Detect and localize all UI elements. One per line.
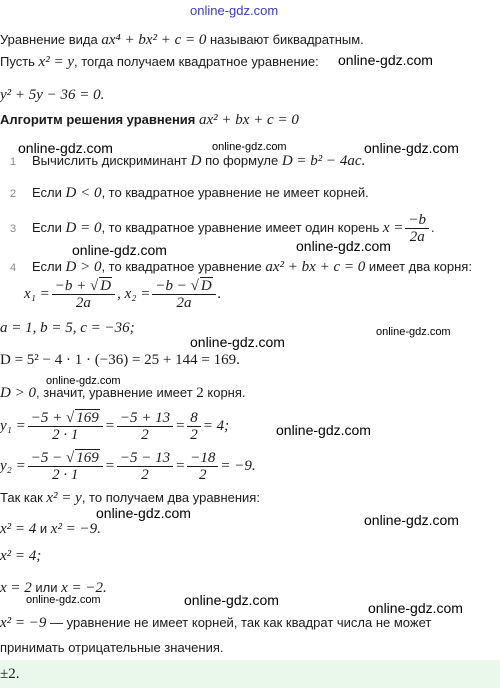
discriminant-positive (0, 385, 246, 401)
fraction-top: −18 (187, 450, 218, 467)
fraction-bottom: 2 (141, 467, 149, 483)
y1-fraction-3 (187, 410, 201, 443)
x2-fraction (152, 278, 215, 311)
watermark: online-gdz.com (184, 592, 279, 608)
answer: ±2. (0, 666, 20, 682)
step-formula: D = 0 (65, 219, 102, 236)
definition-line (0, 32, 364, 48)
fraction-top: 8 (187, 410, 201, 427)
equals: = (104, 457, 115, 474)
substitution-formula: x² = y (38, 54, 74, 70)
step-formula: D > 0 (65, 259, 102, 275)
no-roots-line (0, 615, 431, 631)
equals: = (175, 417, 186, 434)
watermark: online-gdz.com (190, 3, 279, 18)
watermark: online-gdz.com (46, 375, 121, 387)
separator: , (117, 285, 125, 302)
fraction-top: −b (405, 212, 429, 229)
y1-label: y₁ = (0, 417, 26, 434)
intro-text: Так как (0, 490, 47, 505)
condition-text: корня. (203, 385, 246, 400)
fraction-top: −5 − 13 (117, 450, 173, 467)
watermark: online-gdz.com (376, 326, 451, 338)
equation-a: x² = 4 (0, 521, 37, 537)
equation-b: x² = −9. (50, 521, 101, 537)
x2-label: x₂ = (124, 285, 151, 302)
equals: = (104, 417, 115, 434)
step-number: 1 (10, 156, 17, 168)
watermark: online-gdz.com (338, 52, 433, 68)
fraction-top: −5 − √ 169 (28, 450, 103, 467)
watermark: online-gdz.com (364, 512, 459, 528)
two-roots-formula (24, 278, 221, 311)
step-text: Если (32, 219, 66, 235)
substitution-text-b: , тогда получаем квадратное уравнение: (73, 54, 319, 69)
watermark: online-gdz.com (26, 594, 101, 606)
fraction-top-part: −b + (54, 278, 90, 294)
step-formula: x = (382, 219, 404, 236)
substitution-line (0, 54, 319, 70)
x1-fraction (52, 278, 115, 311)
y2-label: y₂ = (0, 457, 26, 474)
step-text: , то квадратное уравнение не имеет корней. (101, 185, 369, 200)
y1-fraction-1 (28, 410, 103, 443)
sqrt-radicand: 169 (76, 450, 99, 466)
step-text: , то квадратное уравнение (101, 259, 266, 274)
sqrt-radicand: 169 (76, 410, 99, 426)
root-fraction (405, 212, 429, 245)
root-negative: x = −2. (61, 580, 107, 596)
step-number: 4 (10, 262, 17, 274)
step-end: . (431, 219, 435, 235)
intro-formula: x² = y (46, 490, 82, 506)
y1-fraction-2 (117, 410, 173, 443)
y2-fraction-2 (117, 450, 173, 483)
sqrt-radicand: D (100, 278, 112, 294)
step-1 (0, 153, 365, 170)
fraction-bottom: 2 · 1 (52, 467, 79, 483)
sqrt-radicand: D (200, 278, 212, 294)
equation-x-squared-4: x² = 4; (0, 548, 42, 564)
fraction-top-part: −5 + (30, 410, 66, 426)
watermark: online-gdz.com (212, 141, 287, 153)
step-formula: D = b² − 4ac. (281, 153, 366, 169)
coefficients: a = 1, b = 5, c = −36; (0, 320, 135, 336)
condition-text: , значит, уравнение имеет (35, 385, 197, 400)
or-text: или (31, 580, 62, 595)
watermark: online-gdz.com (368, 600, 463, 616)
step-text: имеет два корня: (365, 259, 472, 274)
negative-equation: x² = −9 (0, 615, 47, 631)
intro-text: , то получаем два уравнения: (81, 490, 260, 505)
watermark: online-gdz.com (364, 140, 459, 156)
step-4 (0, 259, 472, 276)
step-text: Вычислить дискриминант (32, 153, 191, 168)
definition-text-b: называют биквадратным. (206, 32, 364, 47)
definition-formula: ax⁴ + bx² + c = 0 (101, 32, 207, 48)
fraction-bottom: 2 (199, 467, 207, 483)
root-positive: x = 2 (0, 580, 32, 596)
quadratic-equation: y² + 5y − 36 = 0. (0, 87, 105, 103)
algorithm-title-text: Алгоритм решения уравнения (0, 112, 199, 127)
y2-line (0, 450, 256, 483)
step-number: 2 (10, 188, 17, 200)
step-formula: D < 0 (65, 185, 102, 201)
fraction-bottom: 2 · 1 (52, 427, 79, 443)
roots-count: 2 (196, 385, 204, 401)
watermark: online-gdz.com (190, 334, 285, 350)
condition-formula: D > 0 (0, 385, 36, 401)
fraction-top: −b + √ D (52, 278, 115, 295)
step-number: 3 (10, 222, 17, 235)
fraction-top-part: −b − (155, 278, 191, 294)
definition-text-a: Уравнение вида (0, 32, 102, 47)
algorithm-title-formula: ax² + bx + c = 0 (198, 112, 299, 128)
fraction-bottom: 2 (141, 427, 149, 443)
y2-fraction-3 (187, 450, 218, 483)
answer-box (0, 660, 500, 688)
fraction-bottom: 2a (409, 229, 425, 245)
no-roots-line-2: принимать отрицательные значения. (0, 640, 224, 655)
watermark: online-gdz.com (72, 242, 167, 258)
two-equations-intro (0, 490, 260, 506)
fraction-bottom: 2a (75, 295, 91, 311)
watermark: online-gdz.com (296, 238, 391, 254)
watermark: online-gdz.com (276, 422, 371, 438)
substitution-text-a: Пусть (0, 54, 39, 69)
step-text: Если (32, 259, 66, 274)
step-end: . (217, 285, 222, 302)
fraction-bottom: 2a (176, 295, 192, 311)
x1-label: x₁ = (24, 285, 50, 302)
watermark: online-gdz.com (18, 140, 113, 156)
step-formula: D (190, 153, 202, 169)
step-text: по формуле (201, 153, 282, 168)
fraction-top: −5 + 13 (117, 410, 173, 427)
fraction-top: −5 + √ 169 (28, 410, 103, 427)
fraction-top: −b − √ D (152, 278, 215, 295)
y2-result: = −9. (220, 457, 256, 474)
step-text: Если (32, 185, 66, 200)
explanation-text: — уравнение не имеет корней, так как квадрат числа не может (46, 615, 432, 630)
watermark: online-gdz.com (96, 505, 191, 521)
discriminant: D = 5² − 4 · 1 · (−36) = 25 + 144 = 169. (0, 352, 240, 368)
fraction-bottom: 2 (190, 427, 198, 443)
y1-line (0, 410, 229, 443)
step-2 (0, 185, 369, 202)
algorithm-title (0, 112, 299, 128)
step-formula: ax² + bx + c = 0 (265, 259, 366, 275)
two-equations (0, 521, 101, 537)
fraction-top-part: −5 − (30, 450, 66, 466)
y2-fraction-1 (28, 450, 103, 483)
step-text: , то квадратное уравнение имеет один корень (101, 219, 383, 235)
and-text: и (36, 521, 51, 536)
y1-result: = 4; (202, 417, 230, 434)
equals: = (175, 457, 186, 474)
